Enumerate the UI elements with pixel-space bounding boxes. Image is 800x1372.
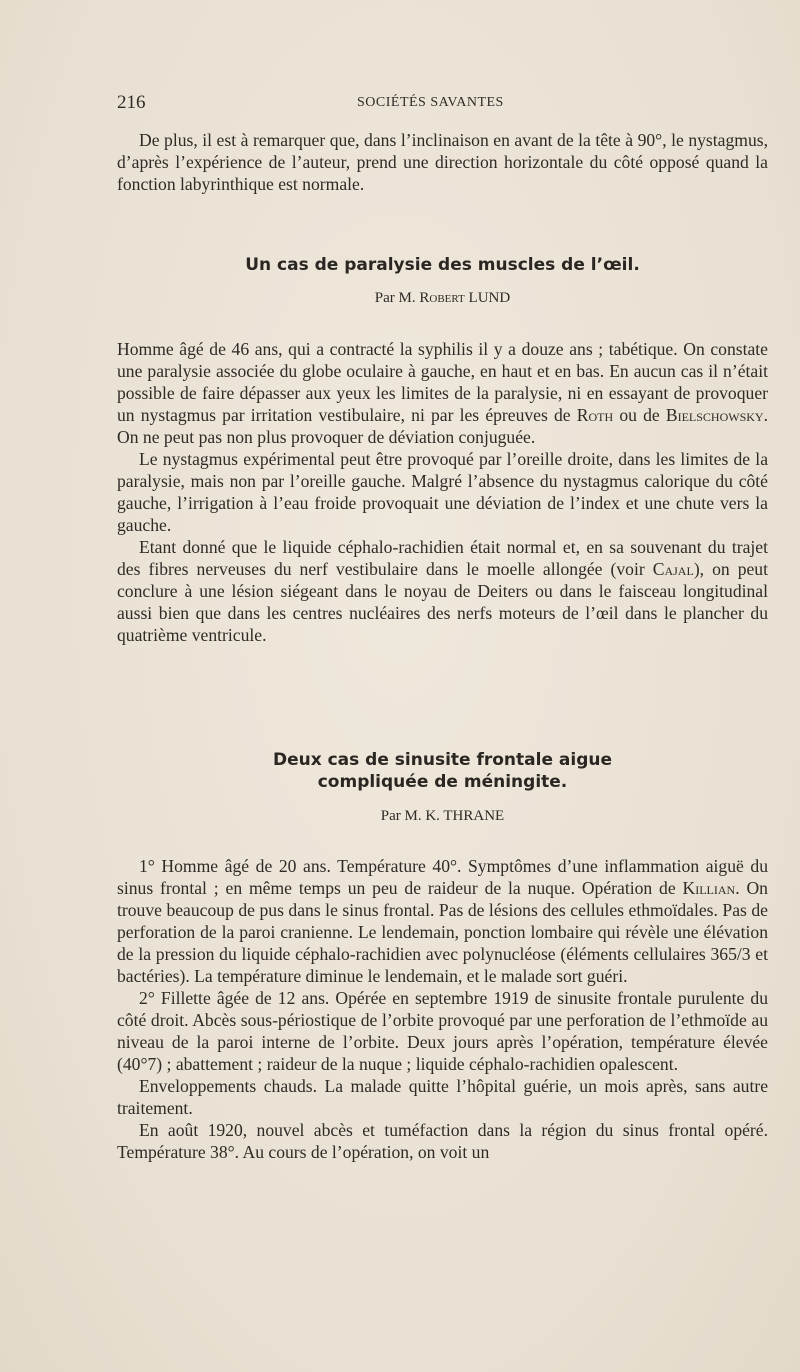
article2-body: [117, 855, 768, 1163]
article2-paragraph-3: Enveloppements chauds. La malade quitte l’hôpital guérie, un mois après, sans autre traitement.: [117, 1076, 768, 1118]
running-header: [117, 92, 767, 116]
author-last-name: LUND: [468, 290, 511, 306]
article1-body: [117, 338, 768, 646]
article2-paragraph-2: 2° Fillette âgée de 12 ans. Opérée en septembre 1919 de sinusite frontale purulente du côté droit. Abcès sous-périostique de l’orbite provoqué par une perforation de l’ethmoïde au niveau de la paroi interne de l’orbite. Deux jours après l’opération, température élevée (40°7) ; abattement ; raideur de la nuque ; liquide céphalo-rachidien opalescent.: [117, 988, 768, 1074]
cited-name-killian: Killian: [682, 878, 736, 898]
author-first-name: Robert: [419, 290, 465, 306]
article1-paragraph-1: Homme âgé de 46 ans, qui a contracté la syphilis il y a douze ans ; tabétique. On constate une paralysie associée du globe oculaire à gauche, en haut et en bas. En aucun cas il n’était possible de faire dépasser aux yeux les limites de la paralysie, ni en essayant de provoquer un nystagmus par irritation vestibulaire, ni par les épreuves de Roth ou de Bielschowsky. On ne peut pas non plus provoquer de déviation conjuguée.: [117, 339, 768, 447]
article2-title-line-2: compliquée de méningite.: [317, 772, 568, 792]
article1-paragraph-2: Le nystagmus expérimental peut être provoqué par l’oreille droite, dans les limites de la paralysie, mais non par l’oreille gauche. Malgré l’absence du nystagmus calorique du côté gauche, l’irrigation à l’eau froide provoquait une déviation de l’index et une chute vers la gauche.: [117, 449, 768, 535]
running-title: SOCIÉTÉS SAVANTES: [357, 95, 504, 110]
article2-title: [117, 749, 768, 793]
page-number: 216: [117, 92, 146, 113]
intro-text: [117, 129, 768, 195]
article1-title: Un cas de paralysie des muscles de l’œil.: [245, 255, 640, 275]
article2-paragraph-1: 1° Homme âgé de 20 ans. Température 40°. Symptômes d’une inflammation aiguë du sinus frontal ; en même temps un peu de raideur de la nuque. Opération de Killian. On trouve beaucoup de pus dans le sinus frontal. Pas de lésions des cellules ethmoïdales. Pas de perforation de la paroi cranienne. Le lendemain, ponction lombaire qui révèle une élévation de la pression du liquide céphalo-rachidien avec polynucléose (éléments cellulaires 365/3 et bactéries). La température diminue le lendemain, et le malade sort guéri.: [117, 856, 768, 986]
article1-paragraph-3: Etant donné que le liquide céphalo-rachidien était normal et, en sa souvenant du trajet des fibres nerveuses du nerf vestibulaire dans le moelle allongée (voir Cajal), on peut conclure à une lésion siégeant dans le noyau de Deiters ou dans le faisceau longitudinal aussi bien que dans les centres nucléaires des nerfs moteurs de l’œil dans le plancher du quatrième ventricule.: [117, 537, 768, 645]
cited-name-roth: Roth: [576, 405, 614, 425]
cited-name-cajal: Cajal: [652, 559, 694, 579]
article2-byline: Par M. K. THRANE: [380, 808, 505, 824]
byline-prefix: Par M.: [374, 290, 416, 306]
article2-paragraph-4: En août 1920, nouvel abcès et tuméfaction dans la région du sinus frontal opéré. Température 38°. Au cours de l’opération, on voit un: [117, 1120, 768, 1162]
cited-name-bielschowsky: Bielschowsky: [665, 405, 764, 425]
intro-paragraph: De plus, il est à remarquer que, dans l’inclinaison en avant de la tête à 90°, le nystagmus, d’après l’expérience de l’auteur, prend une direction horizontale du côté opposé quand la fonction labyrinthique est normale.: [117, 130, 768, 194]
article1-byline: [117, 290, 768, 307]
article2-title-line-1: Deux cas de sinusite frontale aigue: [272, 750, 613, 770]
